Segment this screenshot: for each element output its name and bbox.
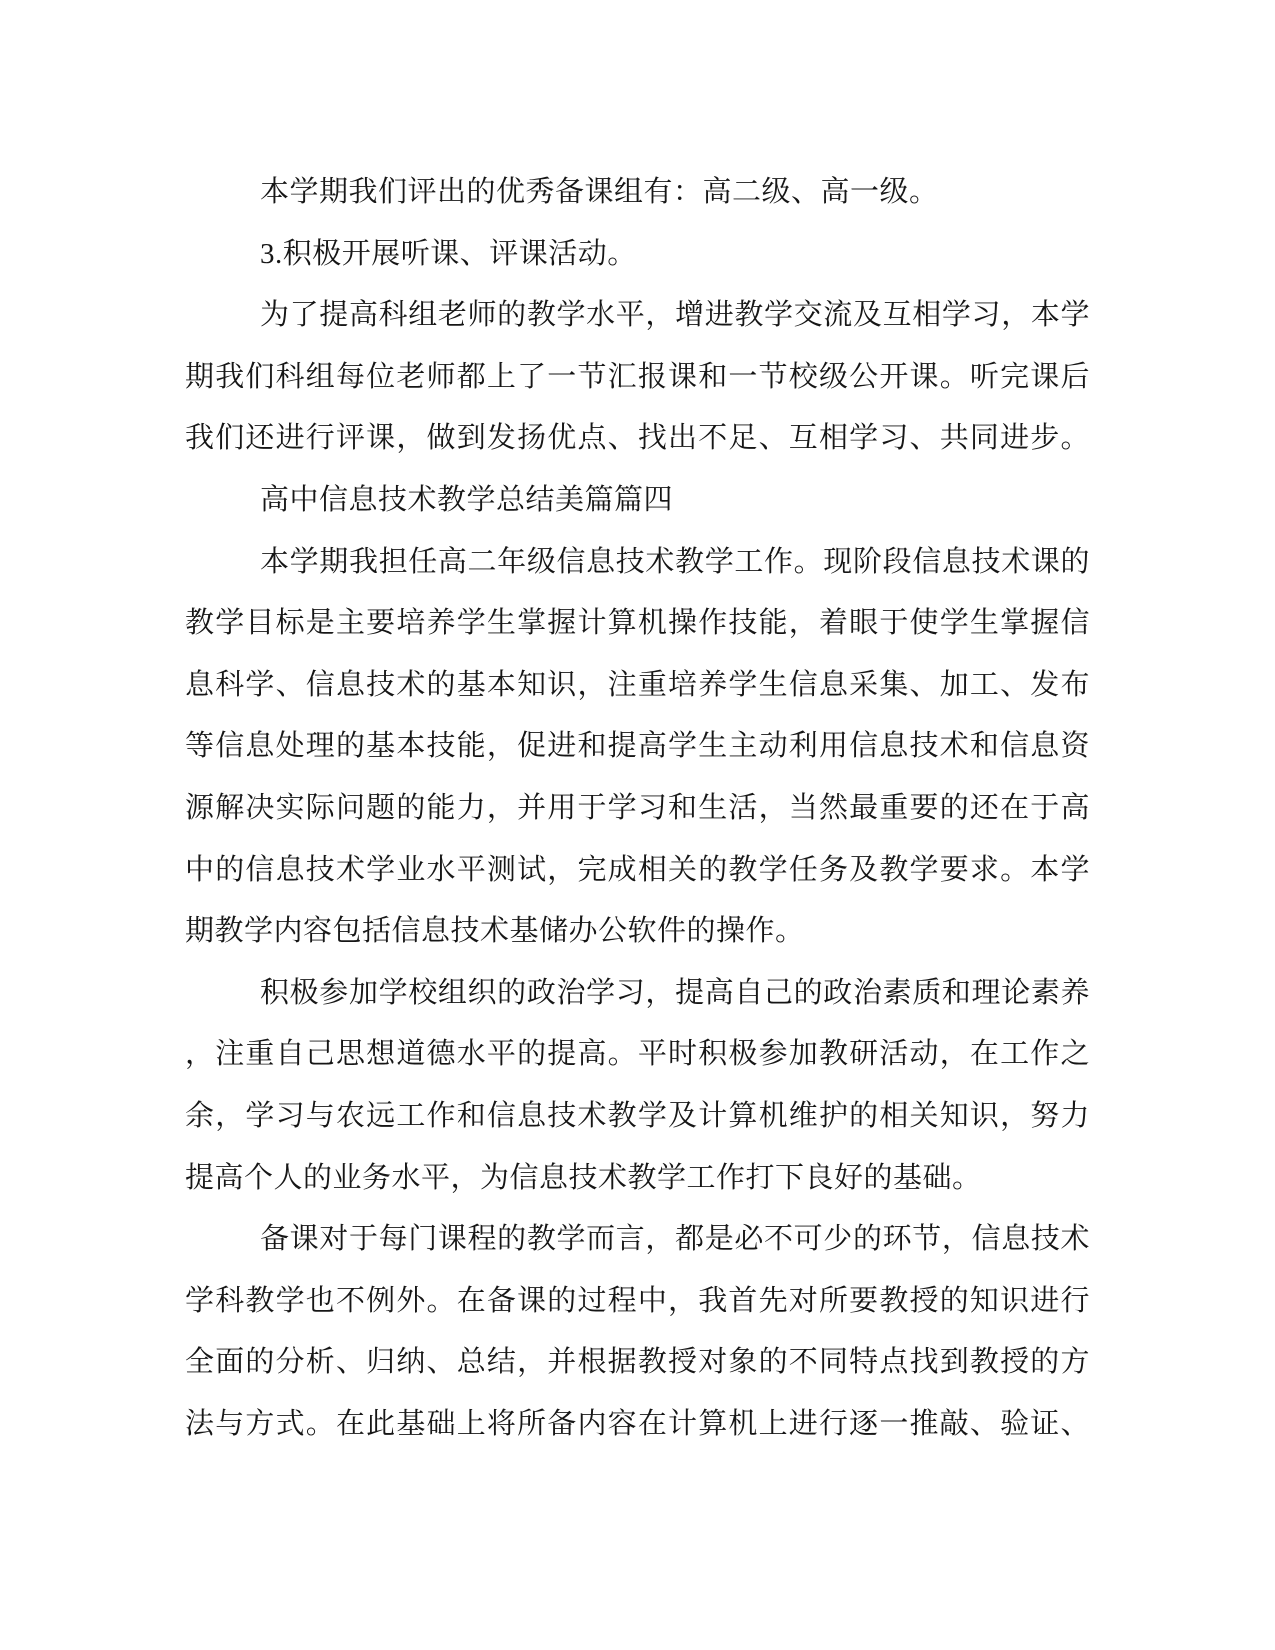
paragraph-line: 全面的分析、归纳、总结，并根据教授对象的不同特点找到教授的方 bbox=[185, 1346, 1090, 1379]
paragraph-line: 源解决实际问题的能力，并用于学习和生活，当然最重要的还在于高 bbox=[185, 791, 1090, 824]
paragraph-line: 教学目标是主要培养学生掌握计算机操作技能，着眼于使学生掌握信 bbox=[185, 607, 1090, 640]
paragraph-line: 期我们科组每位老师都上了一节汇报课和一节校级公开课。听完课后 bbox=[185, 360, 1090, 393]
paragraph-line: 学科教学也不例外。在备课的过程中，我首先对所要教授的知识进行 bbox=[185, 1284, 1090, 1317]
section-title-line: 高中信息技术教学总结美篇篇四 bbox=[260, 483, 674, 516]
paragraph-line: 余，学习与农远工作和信息技术教学及计算机维护的相关知识，努力 bbox=[185, 1099, 1090, 1132]
paragraph-line: 本学期我们评出的优秀备课组有：高二级、高一级。 bbox=[260, 176, 939, 208]
paragraph-line: 等信息处理的基本技能，促进和提高学生主动利用信息技术和信息资 bbox=[185, 730, 1090, 763]
paragraph-line: 为了提高科组老师的教学水平，增进教学交流及互相学习，本学 bbox=[260, 299, 1090, 332]
paragraph-line: 备课对于每门课程的教学而言，都是必不可少的环节，信息技术 bbox=[260, 1223, 1090, 1256]
paragraph-line: 我们还进行评课，做到发扬优点、找出不足、互相学习、共同进步。 bbox=[185, 422, 1090, 455]
paragraph-line: 期教学内容包括信息技术基储办公软件的操作。 bbox=[185, 915, 805, 948]
paragraph-line: 积极参加学校组织的政治学习，提高自己的政治素质和理论素养 bbox=[260, 976, 1090, 1009]
paragraph-line: ，注重自己思想道德水平的提高。平时积极参加教研活动，在工作之 bbox=[185, 1038, 1090, 1071]
paragraph-line: 提高个人的业务水平，为信息技术教学工作打下良好的基础。 bbox=[185, 1161, 982, 1194]
paragraph-line: 本学期我担任高二年级信息技术教学工作。现阶段信息技术课的 bbox=[260, 545, 1090, 578]
paragraph-line: 3.积极开展听课、评课活动。 bbox=[260, 237, 637, 270]
paragraph-line: 中的信息技术学业水平测试，完成相关的教学任务及教学要求。本学 bbox=[185, 853, 1090, 886]
paragraph-line: 息科学、信息技术的基本知识，注重培养学生信息采集、加工、发布 bbox=[185, 668, 1090, 701]
paragraph-line: 法与方式。在此基础上将所备内容在计算机上进行逐一推敲、验证、 bbox=[185, 1407, 1090, 1440]
